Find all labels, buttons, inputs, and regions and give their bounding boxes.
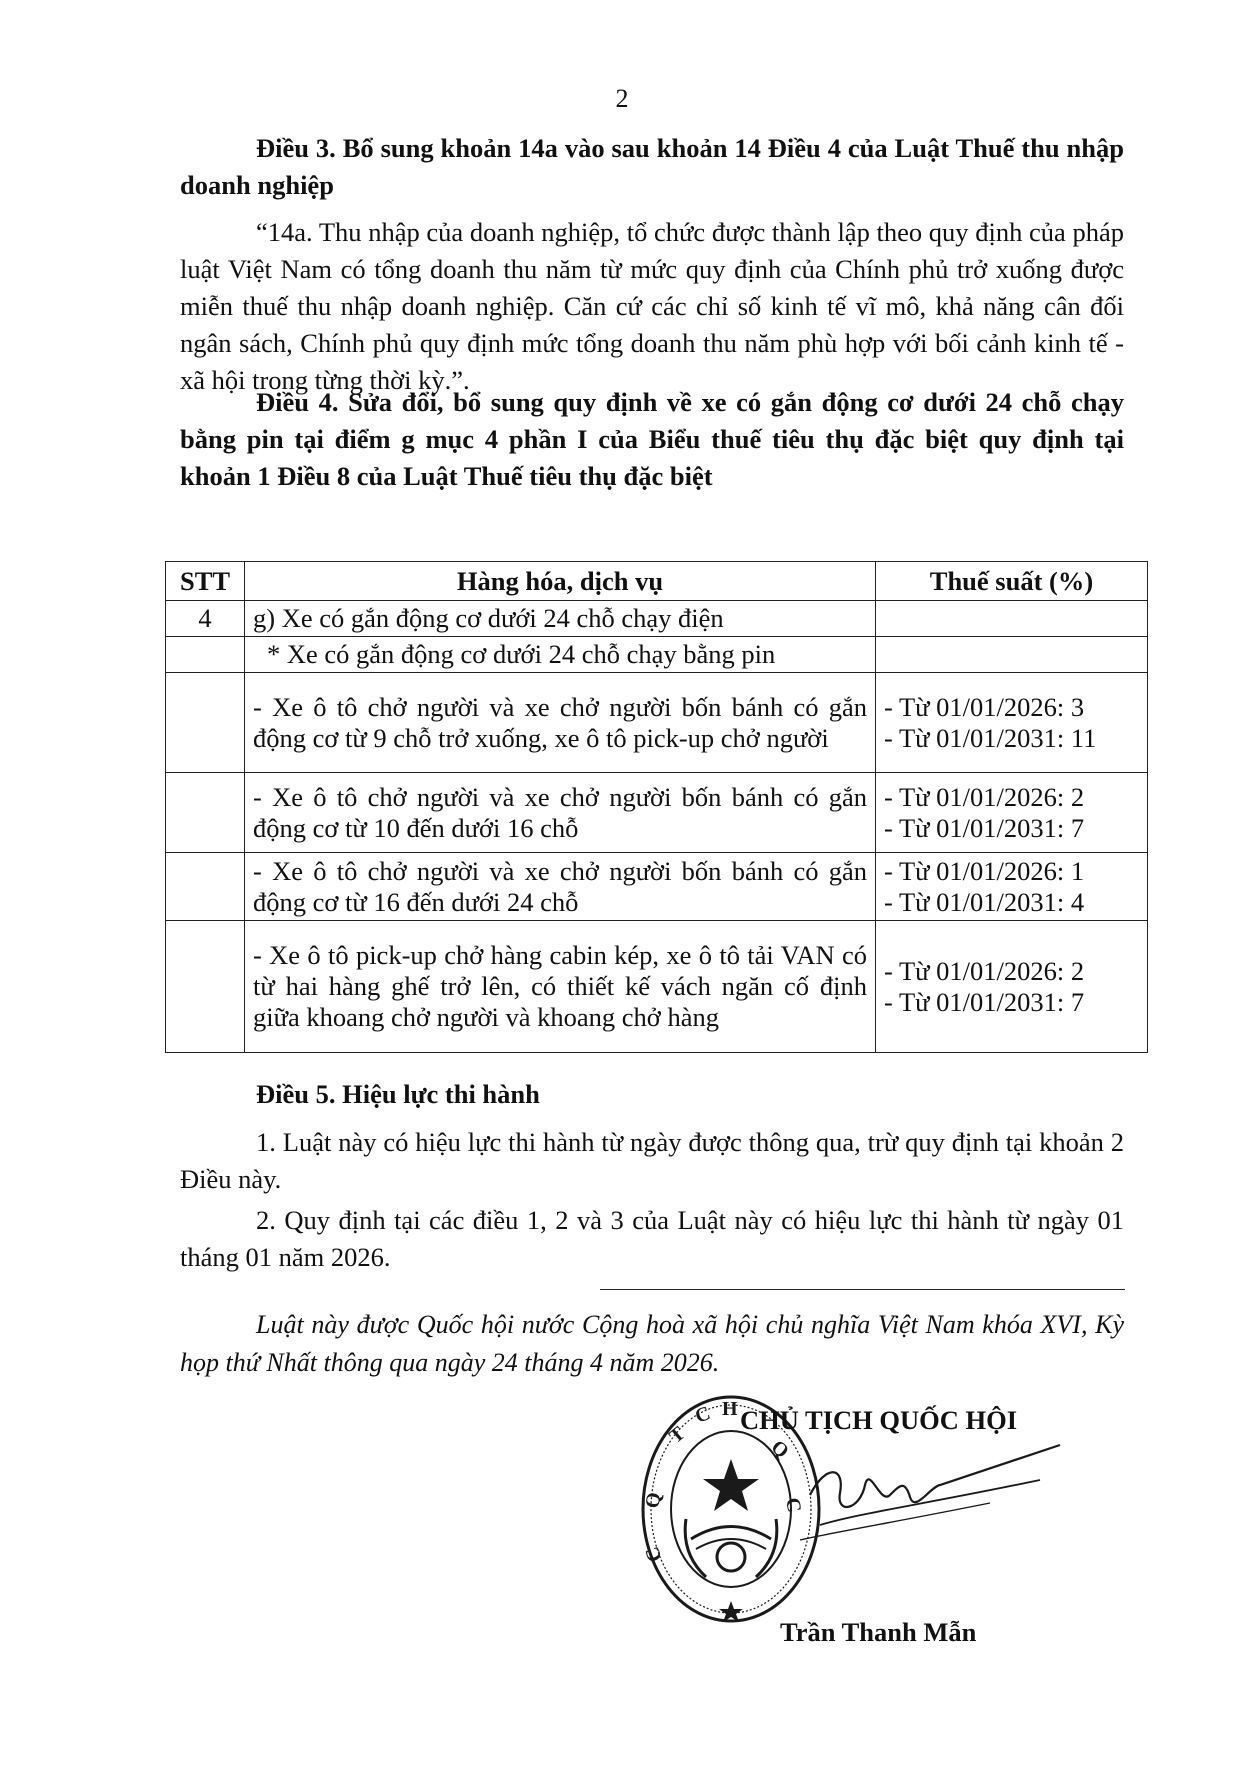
rate-2026: - Từ 01/01/2026: 2 <box>884 781 1085 812</box>
table-row <box>166 773 1148 853</box>
table-row <box>166 673 1148 773</box>
row-rate <box>876 601 1148 637</box>
row-goods: g) Xe có gắn động cơ dưới 24 chỗ chạy điện <box>245 601 876 637</box>
row-stt <box>166 921 245 1053</box>
signer-title: CHỦ TỊCH QUỐC HỘI <box>740 1405 1018 1435</box>
header-stt: STT <box>166 562 245 601</box>
article-3-body: “14a. Thu nhập của doanh nghiệp, tổ chức được thành lập theo quy định của pháp luật Việt Nam có tổng doanh thu năm từ mức quy định của Chính phủ trở xuống được miễn thuế thu nhập doanh nghiệp. Căn cứ các chỉ số kinh tế vĩ mô, khả năng cân đối ngân sách, Chính phủ quy định mức tổng doanh thu năm phù hợp với bối cảnh kinh tế - xã hội trong từng thời kỳ.”. <box>180 217 1124 395</box>
svg-text:Q: Q <box>641 1490 666 1510</box>
row-goods: - Xe ô tô chở người và xe chở người bốn bánh có gắn động cơ từ 16 đến dưới 24 chỗ <box>245 853 876 921</box>
rate-2026: - Từ 01/01/2026: 2 <box>884 955 1085 986</box>
table-row <box>166 637 1148 673</box>
closing-statement: Luật này được Quốc hội nước Cộng hoà xã hội chủ nghĩa Việt Nam khóa XVI, Kỳ họp thứ Nhất thông qua ngày 24 tháng 4 năm 2026. <box>180 1310 1124 1377</box>
article-5-title: Điều 5. Hiệu lực thi hành <box>256 1079 540 1109</box>
tax-rate-table <box>165 561 1148 1053</box>
row-rate <box>876 773 1148 853</box>
row-rate <box>876 853 1148 921</box>
svg-text:C: C <box>641 1543 667 1565</box>
rate-2026: - Từ 01/01/2026: 1 <box>884 855 1085 886</box>
table-row <box>166 601 1148 637</box>
svg-text:H: H <box>722 1398 738 1420</box>
header-goods: Hàng hóa, dịch vụ <box>245 562 876 601</box>
svg-text:C: C <box>692 1402 714 1428</box>
svg-text:C: C <box>781 1496 806 1515</box>
signer-name: Trần Thanh Mẫn <box>780 1617 977 1647</box>
divider-line <box>600 1289 1125 1290</box>
header-rate: Thuế suất (%) <box>876 562 1148 601</box>
row-stt <box>166 853 245 921</box>
article-4-title: Điều 4. Sửa đổi, bổ sung quy định về xe có gắn động cơ dưới 24 chỗ chạy bằng pin tại điểm g mục 4 phần I của Biểu thuế tiêu thụ đặc biệt quy định tại khoản 1 Điều 8 của Luật Thuế tiêu thụ đặc biệt <box>180 387 1124 491</box>
row-rate <box>876 637 1148 673</box>
rate-2031: - Từ 01/01/2031: 11 <box>884 722 1097 753</box>
table-row <box>166 921 1148 1053</box>
row-stt <box>166 673 245 773</box>
page-number: 2 <box>615 84 629 113</box>
rate-2031: - Từ 01/01/2031: 4 <box>884 886 1085 917</box>
rate-2031: - Từ 01/01/2031: 7 <box>884 986 1085 1017</box>
rate-2031: - Từ 01/01/2031: 7 <box>884 812 1085 843</box>
handwritten-signature-icon <box>740 1425 1070 1555</box>
svg-text:T: T <box>665 1422 690 1448</box>
row-goods: - Xe ô tô chở người và xe chở người bốn bánh có gắn động cơ từ 10 đến dưới 16 chỗ <box>245 773 876 853</box>
row-goods: - Xe ô tô chở người và xe chở người bốn bánh có gắn động cơ từ 9 chỗ trở xuống, xe ô tô pick-up chở người <box>245 673 876 773</box>
row-goods: * Xe có gắn động cơ dưới 24 chỗ chạy bằng pin <box>245 637 876 673</box>
svg-text:Q: Q <box>766 1435 793 1463</box>
row-stt <box>166 637 245 673</box>
row-rate <box>876 673 1148 773</box>
table-header-row <box>166 562 1148 601</box>
article-5-clause-1: 1. Luật này có hiệu lực thi hành từ ngày được thông qua, trừ quy định tại khoản 2 Điều này. <box>180 1127 1124 1194</box>
rate-2026: - Từ 01/01/2026: 3 <box>884 691 1085 722</box>
row-stt: 4 <box>166 601 245 637</box>
table-row <box>166 853 1148 921</box>
article-5-clause-2: 2. Quy định tại các điều 1, 2 và 3 của Luật này có hiệu lực thi hành từ ngày 01 tháng 01 năm 2026. <box>180 1205 1124 1272</box>
row-rate <box>876 921 1148 1053</box>
row-stt <box>166 773 245 853</box>
row-goods: - Xe ô tô pick-up chở hàng cabin kép, xe ô tô tải VAN có từ hai hàng ghế trở lên, có thiết kế vách ngăn cố định giữa khoang chở người và khoang chở hàng <box>245 921 876 1053</box>
article-3-title: Điều 3. Bổ sung khoản 14a vào sau khoản 14 Điều 4 của Luật Thuế thu nhập doanh nghiệp <box>180 133 1124 200</box>
